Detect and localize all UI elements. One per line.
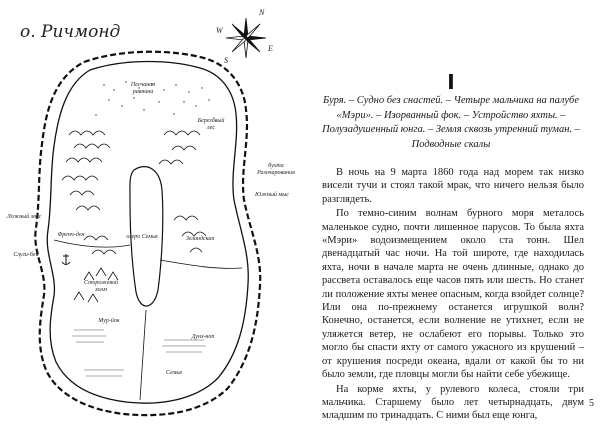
- chapter-number: I: [447, 70, 455, 94]
- page-number: 5: [589, 398, 594, 409]
- paragraph: На корме яхты, у рулевого колеса, стояли три мальчика. Старшему было лет четырнадцать, двум младшим по тринадцать. С ними был еще юнга,: [322, 383, 584, 422]
- paragraph: По темно-синим волнам бурного моря металось маленькое судно, почти лишенное парусов. То была яхта «Мэри» водоизмещением около ста тонн. Шел двенадцатый час ночи. На той широте, где находилась яхта, ночи в начале марта не очень длинные, однако до рассвета оставалось еще часов пять или шесть. Но станет ли положение яхты менее опасным, когда взойдет солнце? Или она по-прежнему останется игрушкой волн? Конечно, останется, если волнение не утихнет, если не уляжется ветер, не ослабеют его порывы. Только это могло бы спасти яхту от самого ужасного из крушений – от крушения посреди океана, вдали от какой бы то ни было земли, где пловцы могли бы найти себе убежище.: [322, 208, 584, 381]
- map-label-marsh: Мур-йок: [98, 318, 120, 324]
- map-label-lake: озеро Семья: [126, 234, 158, 240]
- compass-w: W: [216, 26, 223, 35]
- map-label-river: Зеландская: [185, 236, 215, 242]
- chapter-synopsis: Буря. – Судно без снастей. – Четыре мальчика на палубе «Мэри». – Изорванный фок. – Устройство яхты. – Полузадушенный юнга. – Земля сквозь утренний туман. – Подводные скалы: [322, 95, 580, 150]
- map-title: о. Ричмонд: [20, 22, 121, 42]
- map-label-cape: Южный мыс: [255, 192, 289, 198]
- map-label-gorge: Сторожевой холм: [84, 280, 118, 293]
- map-label-birch-forest: Березовый лес: [197, 118, 225, 131]
- island-map: [14, 40, 290, 420]
- chapter-body: [322, 166, 584, 424]
- paragraph: В ночь на 9 марта 1860 года над морем так низко висели тучи и стоял такой мрак, что ничего нельзя было разглядеть.: [322, 167, 584, 205]
- map-label-bay: бухта Разочарования: [257, 163, 295, 176]
- map-label-sloughi: Слуги-бей: [13, 252, 39, 258]
- map-label-sea: Ложный мыс: [6, 214, 42, 220]
- map-page: [0, 0, 300, 421]
- map-label-volcano: Дунз-ноп: [191, 334, 215, 340]
- compass-n: N: [259, 8, 265, 17]
- map-label-sandy-plain: Песчаная равнина: [130, 82, 156, 95]
- compass-e: E: [268, 44, 273, 53]
- map-label-cave: Френч-ден: [57, 232, 85, 238]
- text-page: [300, 0, 608, 421]
- compass-s: S: [224, 56, 228, 65]
- map-label-forest2: Семья: [166, 370, 182, 376]
